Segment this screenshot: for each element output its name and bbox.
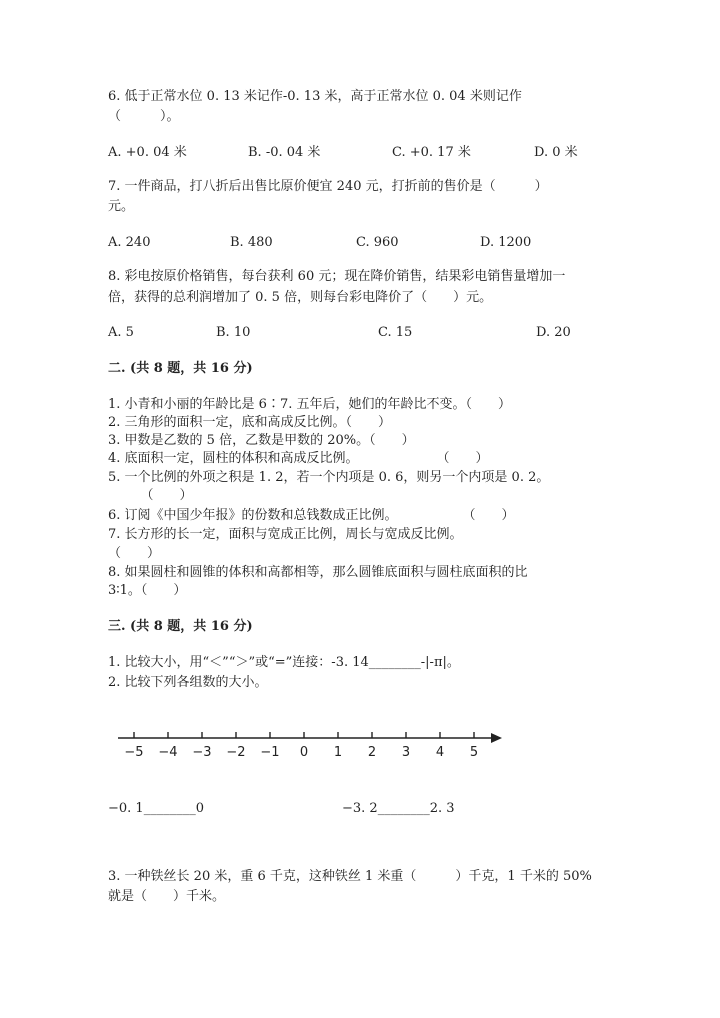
section2-line-5-cont: （ ） <box>108 488 193 503</box>
q6-text-line1: 6. 低于正常水位 0. 13 米记作-0. 13 米，高于正常水位 0. 04 米则记作 <box>108 89 522 104</box>
q6-option-c: C. +0. 17 米 <box>392 145 471 160</box>
section3-q1: 1. 比较大小，用“＜”“＞”或“=”连接：-3. 14________-|-π|。 <box>108 655 460 670</box>
q8-option-c: C. 15 <box>378 325 413 340</box>
section2-line-8-cont: 3∶1。（ ） <box>108 583 187 598</box>
q8-text-line2: 倍，获得的总利润增加了 0. 5 倍，则每台彩电降价了（ ）元。 <box>108 290 493 305</box>
number-line-label: −1 <box>260 745 280 760</box>
q7-option-a: A. 240 <box>108 235 151 250</box>
number-line-label: 3 <box>401 745 411 760</box>
section2-line-7-cont: （ ） <box>108 546 161 561</box>
number-line <box>110 722 510 772</box>
section2-heading: 二. (共 8 题，共 16 分) <box>108 361 253 376</box>
number-line-label: 5 <box>469 745 479 760</box>
q7-option-c: C. 960 <box>356 235 399 250</box>
section2-line-1: 1. 小青和小丽的年龄比是 6∶7. 五年后，她们的年龄比不变。（ ） <box>108 397 511 412</box>
number-line-label: 0 <box>299 745 309 760</box>
q6-option-a: A. +0. 04 米 <box>108 145 187 160</box>
number-line-label: 4 <box>435 745 445 760</box>
section3-q3-line1: 3. 一种铁丝长 20 米，重 6 千克，这种铁丝 1 米重（ ）千克，1 千米的 50% <box>108 869 592 884</box>
compare-a: −0. 1________0 <box>108 801 204 816</box>
section3-q2: 2. 比较下列各组数的大小。 <box>108 675 268 690</box>
number-line-label: 1 <box>333 745 343 760</box>
q8-option-d: D. 20 <box>536 325 571 340</box>
section2-line-8: 8. 如果圆柱和圆锥的体积和高都相等，那么圆锥底面积与圆柱底面积的比 <box>108 565 528 580</box>
arrow-right-icon <box>491 733 502 743</box>
number-line-label: −4 <box>158 745 178 760</box>
section2-line-6: 6. 订阅《中国少年报》的份数和总钱数成正比例。 （ ） <box>108 508 515 523</box>
q6-option-d: D. 0 米 <box>534 145 578 160</box>
section2-line-5: 5. 一个比例的外项之积是 1. 2，若一个内项是 0. 6，则另一个内项是 0. 2。 <box>108 470 550 485</box>
q8-text-line1: 8. 彩电按原价格销售，每台获利 60 元；现在降价销售，结果彩电销售量增加一 <box>108 269 566 284</box>
number-line-label: −3 <box>192 745 212 760</box>
section3-heading: 三. (共 8 题，共 16 分) <box>108 619 253 634</box>
q7-option-d: D. 1200 <box>480 235 532 250</box>
q7-text-line1: 7. 一件商品，打八折后出售比原价便宜 240 元，打折前的售价是（ ） <box>108 179 548 194</box>
q6-text-line2: （ ）。 <box>108 109 180 124</box>
q7-text-line2: 元。 <box>108 199 135 214</box>
q8-option-a: A. 5 <box>108 325 134 340</box>
section3-q3-line2: 就是（ ）千米。 <box>108 889 226 904</box>
number-line-label: 2 <box>367 745 377 760</box>
section2-line-3: 3. 甲数是乙数的 5 倍，乙数是甲数的 20%。（ ） <box>108 433 415 448</box>
section2-line-2: 2. 三角形的面积一定，底和高成反比例。（ ） <box>108 415 392 430</box>
q8-option-b: B. 10 <box>216 325 251 340</box>
section2-line-4: 4. 底面积一定，圆柱的体积和高成反比例。 （ ） <box>108 451 489 466</box>
number-line-label: −5 <box>124 745 144 760</box>
q6-option-b: B. -0. 04 米 <box>248 145 321 160</box>
compare-b: −3. 2________2. 3 <box>342 801 455 816</box>
number-line-label: −2 <box>226 745 246 760</box>
section2-line-7: 7. 长方形的长一定，面积与宽成正比例，周长与宽成反比例。 <box>108 527 463 542</box>
q7-option-b: B. 480 <box>230 235 273 250</box>
number-line-ticks <box>124 732 478 760</box>
